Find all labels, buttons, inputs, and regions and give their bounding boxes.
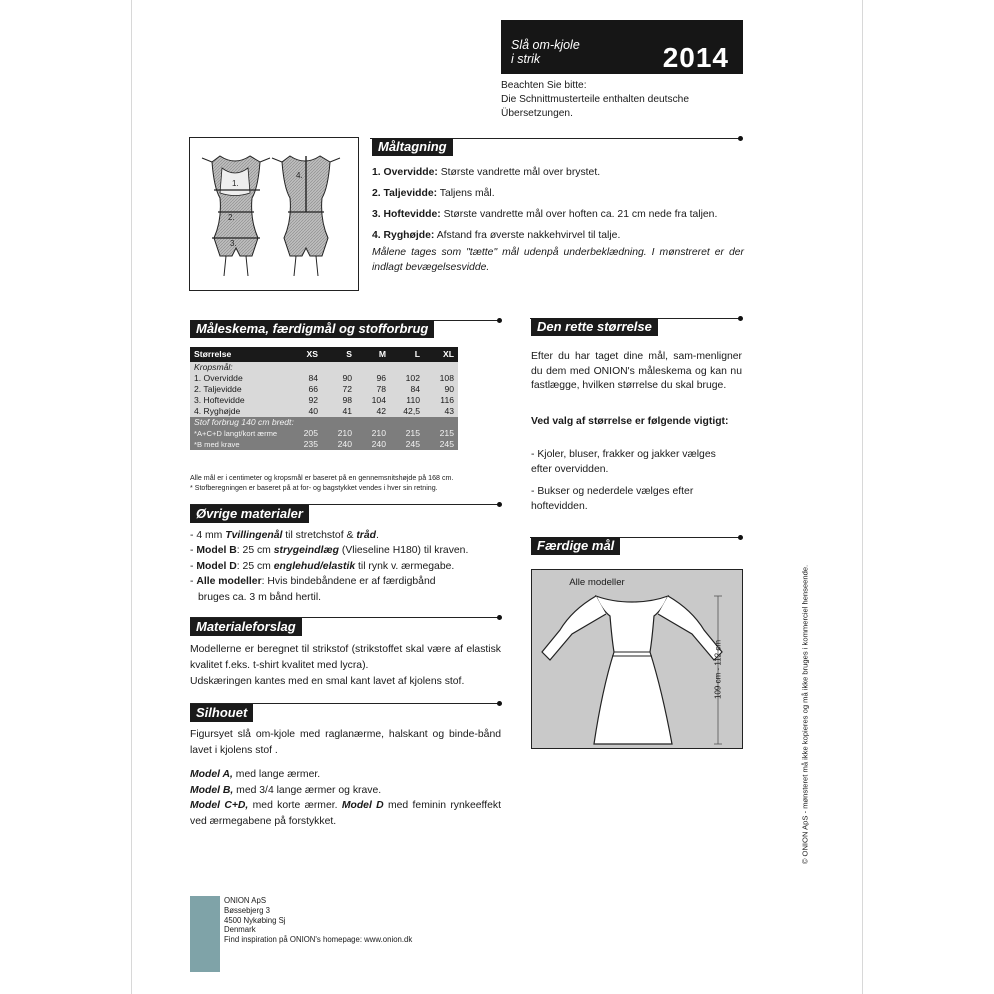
measure-label: 1. Overvidde: (372, 167, 438, 178)
body-figure-illustration (190, 138, 358, 290)
table-cell: 104 (356, 395, 390, 406)
model-cd-line (190, 798, 501, 829)
table-cell: 210 (322, 428, 356, 439)
table-cell: 235 (288, 439, 322, 450)
copyright-vertical (795, 540, 815, 900)
item-text: - (190, 576, 197, 588)
measure-text: Afstand fra øverste nakkehvirvel til talje. (436, 230, 621, 241)
table-footnote: * Stofberegningen er baseret på at for- og bagstykket vendes i hver sin retning. (190, 484, 438, 492)
size-table-wrap (190, 347, 458, 450)
den-rette-text: Efter du har taget dine mål, sam-menligner du dem med ONION's måleskema og kan nu fastlægge, hvilken størrelse du skal bruge. (531, 351, 742, 391)
item-bold: Model D (196, 560, 237, 572)
materialeforslag-text-2: Udskæringen kantes med en smal kant lavet af kjolens stof. (190, 676, 465, 687)
title-box (501, 20, 743, 74)
table-cell: 205 (288, 428, 322, 439)
measure-item (372, 166, 747, 179)
figure-number: 2. (228, 213, 235, 222)
company-city: 4500 Nykøbing Sj (224, 915, 286, 925)
table-row (190, 395, 458, 406)
table-cell: 90 (424, 384, 458, 395)
item-text: : 25 cm (236, 560, 274, 572)
rule-dot (497, 701, 502, 706)
figure-caption: Alle modeller (569, 577, 625, 588)
length-measure: 109 cm - 112 cm (713, 640, 723, 699)
table-cell: 96 (356, 373, 390, 384)
brand-color-bar (190, 896, 220, 972)
note-line-1: Beachten Sie bitte: (501, 80, 587, 91)
dress-illustration (532, 570, 742, 748)
row-label: 1. Overvidde (190, 373, 288, 384)
silhouet-text: Figursyet slå om-kjole med raglanærme, halskant og binde-bånd lavet i kjolens stof . (190, 729, 501, 756)
den-rette-heading: Den rette størrelse (531, 318, 658, 336)
table-cell: 66 (288, 384, 322, 395)
measure-label: 4. Ryghøjde: (372, 230, 435, 241)
measure-text: Taljens mål. (439, 188, 495, 199)
table-footnote: Alle mål er i centimeter og kropsmål er baseret på en gennemsnitshøjde på 168 cm. (190, 474, 454, 482)
pattern-title (511, 38, 580, 66)
row-label: 4. Ryghøjde (190, 406, 288, 417)
table-subheader: Kropsmål: (190, 362, 458, 373)
materials-list (190, 528, 510, 605)
table-subheader: Stof forbrug 140 cm bredt: (190, 417, 458, 428)
note-line-2: Die Schnittmusterteile enthalten deutsche (501, 94, 690, 105)
rule-dot (738, 535, 743, 540)
model-cd-text: med korte ærmer. (248, 800, 342, 811)
table-cell: 72 (322, 384, 356, 395)
model-d-label: Model D (341, 800, 384, 811)
table-cell: 215 (390, 428, 424, 439)
table-cell: 240 (356, 439, 390, 450)
maaltagning-heading: Måltagning (372, 138, 453, 156)
item-text: til stretchstof & (282, 530, 357, 541)
company-address (224, 896, 412, 945)
table-cell: 40 (288, 406, 322, 417)
item-text: . (375, 530, 379, 541)
rule-dot (738, 316, 743, 321)
german-note (501, 79, 741, 121)
den-rette-bullet: - Kjoler, bluser, frakker og jakker vælges efter overvidden. (531, 449, 716, 475)
item-text: : 25 cm (236, 545, 274, 557)
table-header: L (390, 347, 424, 362)
model-cd-label: Model C+D, (190, 800, 249, 811)
figure-number: 4. (296, 171, 303, 180)
materialeforslag-heading: Materialeforslag (190, 618, 302, 636)
item-emphasis: englehud/elastik (273, 560, 356, 572)
table-header: XL (424, 347, 458, 362)
list-item (190, 528, 510, 543)
list-item (190, 559, 510, 574)
measure-list (372, 166, 747, 283)
den-rette-bullet: - Bukser og nederdele vælges efter hoftevidden. (531, 486, 694, 512)
measure-item (372, 208, 747, 221)
table-header: M (356, 347, 390, 362)
company-country: Denmark (224, 925, 256, 935)
item-text: - (190, 545, 197, 557)
silhouet-models (190, 767, 501, 829)
measure-note: Målene tages som "tætte" mål udenpå underbeklædning. I mønstreret er der indlagt bevægelsesvidde. (372, 247, 744, 273)
table-cell: 102 (390, 373, 424, 384)
item-text: : Hvis bindebåndene er af færdigbånd (261, 576, 436, 588)
item-bold: Model B (196, 545, 237, 557)
figure-number: 1. (232, 179, 239, 188)
measure-text: Største vandrette mål over brystet. (440, 167, 601, 178)
table-cell: 240 (322, 439, 356, 450)
table-cell: 98 (322, 395, 356, 406)
measure-label: 2. Taljevidde: (372, 188, 438, 199)
pattern-number: 2014 (662, 42, 729, 73)
table-cell: 215 (424, 428, 458, 439)
item-bold: Alle modeller (196, 576, 262, 588)
ovrige-heading: Øvrige materialer (190, 505, 309, 523)
title-line-2: i strik (511, 52, 541, 66)
measure-text: Største vandrette mål over hoften ca. 21 cm nede fra taljen. (443, 209, 718, 220)
list-item (190, 574, 510, 589)
maaleskema-heading: Måleskema, færdigmål og stofforbrug (190, 320, 434, 338)
list-item (190, 543, 510, 558)
item-emphasis: tråd (356, 530, 376, 541)
model-a-label: Model A, (190, 769, 233, 780)
item-text: til rynk v. ærmegabe. (355, 560, 455, 572)
table-row (190, 406, 458, 417)
company-street: Bøssebjerg 3 (224, 905, 270, 915)
measure-item (372, 229, 747, 242)
table-cell: 245 (390, 439, 424, 450)
model-a-line (190, 767, 501, 783)
table-cell: 84 (390, 384, 424, 395)
row-label: *B med krave (190, 439, 288, 450)
measure-item (372, 187, 747, 200)
copyright-text: © ONION ApS - mønsteret må ikke kopieres og må ikke bruges i kommerciel henseende. (800, 564, 810, 865)
company-name: ONION ApS (224, 896, 267, 905)
model-d-text: med feminin rynkeeffekt ved ærmegabene på forstykket. (190, 800, 501, 827)
rule-dot (497, 615, 502, 620)
table-cell: 41 (322, 406, 356, 417)
table-row (190, 384, 458, 395)
faerdige-heading: Færdige mål (531, 537, 620, 555)
table-cell: 84 (288, 373, 322, 384)
item-text: - 4 mm (190, 530, 226, 541)
table-header: XS (288, 347, 322, 362)
company-web: Find inspiration på ONION's homepage: www.onion.dk (224, 935, 413, 945)
table-cell: 92 (288, 395, 322, 406)
item-emphasis: strygeindlæg (273, 545, 339, 557)
rule-dot (497, 502, 502, 507)
table-row (190, 373, 458, 384)
item-text: - (190, 560, 197, 572)
table-cell: 78 (356, 384, 390, 395)
table-cell: 42,5 (390, 406, 424, 417)
table-cell: 116 (424, 395, 458, 406)
row-label: 3. Hoftevidde (190, 395, 288, 406)
measure-label: 3. Hoftevidde: (372, 209, 441, 220)
row-label: *A+C+D langt/kort ærme (190, 428, 288, 439)
item-text: (Vlieseline H180) til kraven. (338, 545, 469, 557)
item-emphasis: Tvillingenål (225, 530, 283, 541)
den-rette-bold: Ved valg af størrelse er følgende vigtigt: (531, 416, 729, 427)
table-cell: 210 (356, 428, 390, 439)
table-cell: 110 (390, 395, 424, 406)
rule-dot (497, 318, 502, 323)
finished-measure-figure (531, 569, 743, 749)
model-a-text: med lange ærmer. (232, 769, 321, 780)
model-b-label: Model B, (190, 784, 234, 796)
row-label: 2. Taljevidde (190, 384, 288, 395)
size-table (190, 347, 458, 450)
title-line-1: Slå om-kjole (511, 38, 580, 52)
table-row (190, 439, 458, 450)
silhouet-heading: Silhouet (190, 704, 253, 722)
note-line-3: Übersetzungen. (501, 108, 573, 119)
table-cell: 245 (424, 439, 458, 450)
body-measure-figure (189, 137, 359, 291)
figure-number: 3. (230, 239, 237, 248)
table-header: S (322, 347, 356, 362)
model-b-line (190, 783, 501, 799)
table-row (190, 428, 458, 439)
table-cell: 90 (322, 373, 356, 384)
list-item: bruges ca. 3 m bånd hertil. (198, 591, 322, 603)
table-cell: 108 (424, 373, 458, 384)
table-header: Størrelse (190, 347, 288, 362)
table-cell: 43 (424, 406, 458, 417)
materialeforslag-text: Modellerne er beregnet til strikstof (strikstoffet skal være af elastisk kvalitet f.eks. t-shirt kvalitet med lycra). (190, 644, 501, 671)
rule-dot (738, 136, 743, 141)
table-cell: 42 (356, 406, 390, 417)
model-b-text: med 3/4 lange ærmer og krave. (233, 784, 382, 796)
